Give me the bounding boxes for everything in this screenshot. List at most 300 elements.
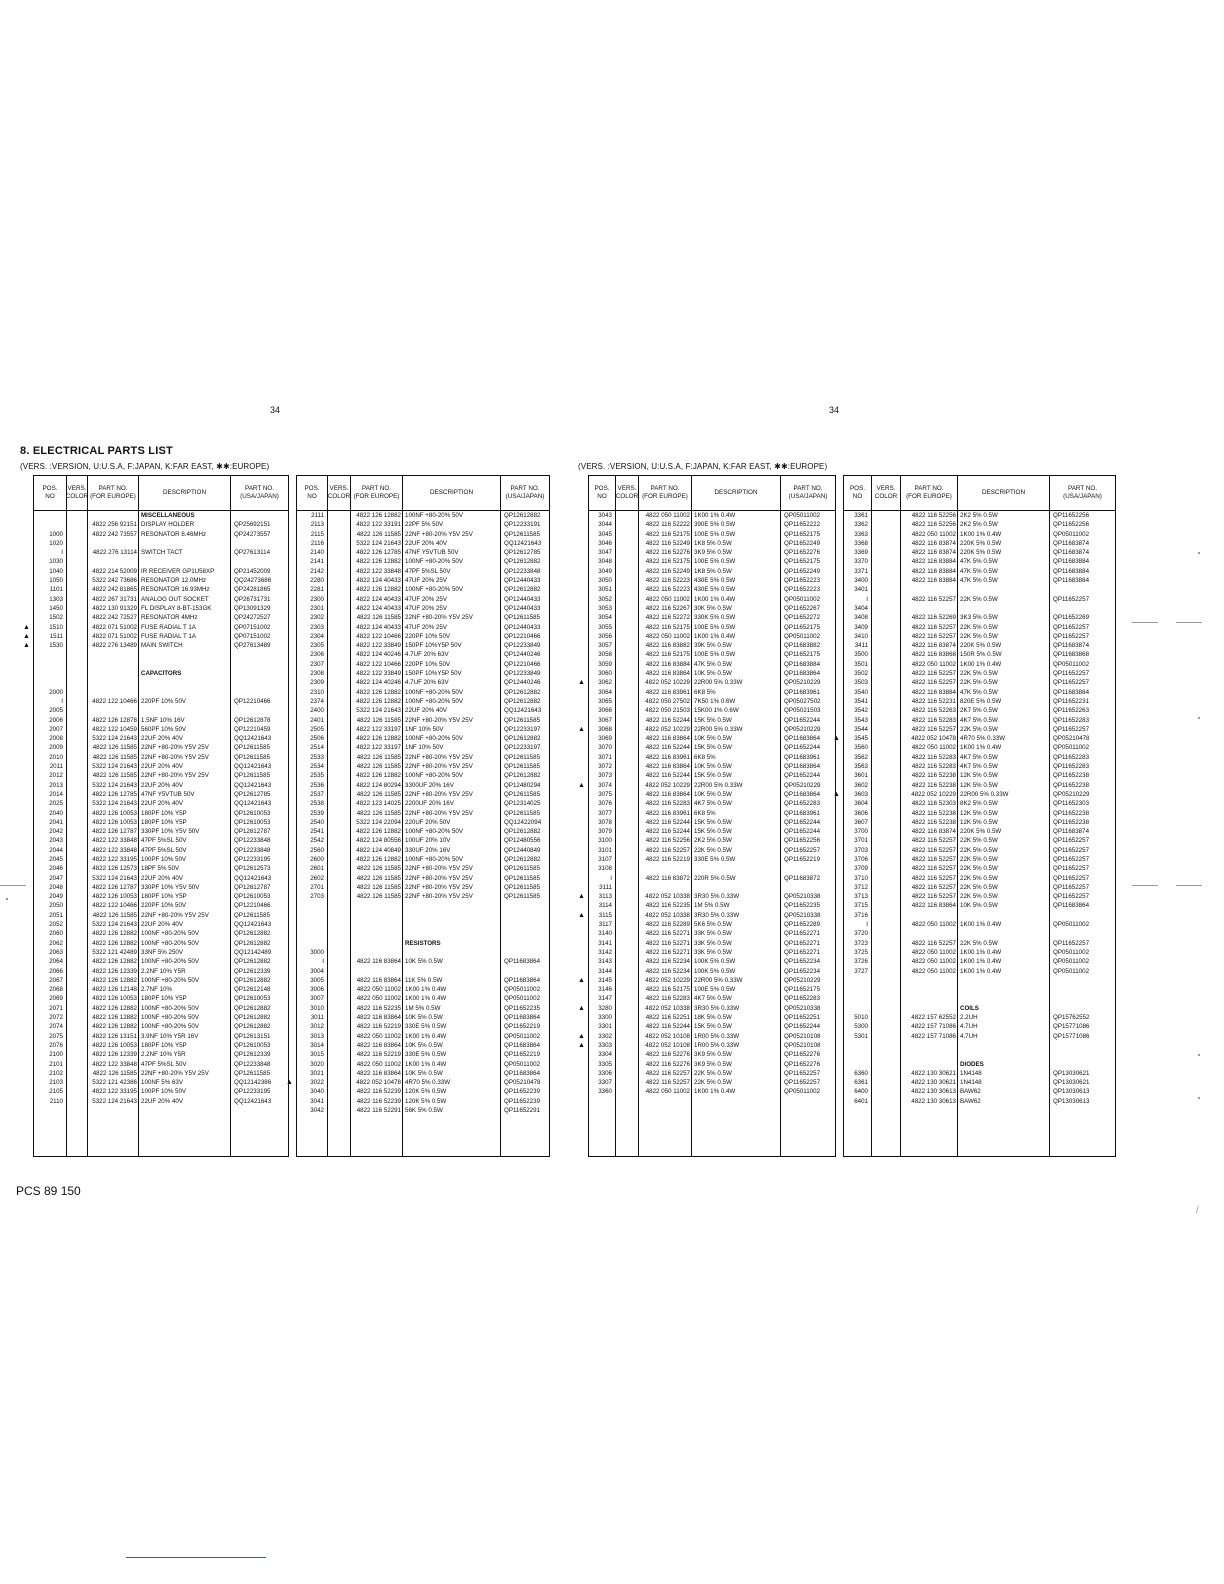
column-divider xyxy=(780,511,781,1156)
cell-us: QP26731731 xyxy=(234,595,271,603)
cell-us: QP11652222 xyxy=(784,521,821,529)
cell-eu: 4822 126 12882 xyxy=(92,930,137,938)
cell-pos: 2013 xyxy=(49,781,63,789)
cell-us: QP12612882 xyxy=(504,855,541,863)
cell-desc: 100NF +80-20% 50V xyxy=(141,930,199,938)
cell-us: QP11652291 xyxy=(504,1107,541,1114)
cell-pos: 2142 xyxy=(310,567,324,575)
cell-pos: 3700 xyxy=(854,828,868,836)
cell-us: QP12612882 xyxy=(234,1014,271,1022)
cell-pos xyxy=(297,929,328,938)
table-row xyxy=(297,790,549,799)
cell-eu: 4822 116 83864 xyxy=(356,1041,401,1049)
cell-eu xyxy=(88,706,139,715)
cell-vers xyxy=(616,716,639,725)
cell-pos: 2560 xyxy=(310,846,324,854)
cell-desc: 1NF 10% 50V xyxy=(405,725,444,733)
column-divider xyxy=(350,511,351,1156)
table-row xyxy=(34,836,288,845)
table-row xyxy=(297,985,549,994)
table-row xyxy=(844,539,1115,548)
cell-pos: 2062 xyxy=(49,939,63,947)
cell-pos: 2602 xyxy=(310,874,324,882)
cell-desc: 3R30 5% 0.33W xyxy=(694,893,740,901)
cell-desc: 1K00 1% 0.4W xyxy=(960,660,1002,668)
table-row xyxy=(844,1032,1115,1041)
column-divider xyxy=(638,511,639,1156)
cell-vers xyxy=(328,595,351,604)
table-row xyxy=(34,697,288,706)
cell-us: QP11652257 xyxy=(784,846,821,854)
cell-eu: 4822 124 40433 xyxy=(356,595,401,603)
column-divider xyxy=(402,511,403,1156)
cell-pos-text: 3022 xyxy=(310,1079,324,1087)
cell-desc: 1K00 1% 0.4W xyxy=(694,512,736,519)
cell-pos: 2060 xyxy=(49,930,63,938)
cell-us: QP12440433 xyxy=(504,577,541,585)
table-row xyxy=(34,976,288,985)
cell-vers xyxy=(616,1069,639,1078)
cell-pos: 3606 xyxy=(854,809,868,817)
cell-eu: 4822 116 52257 xyxy=(911,865,956,873)
cell-pos: 3075 xyxy=(598,790,612,798)
cell-eu: 4822 116 52234 xyxy=(645,958,690,966)
cell-vers xyxy=(872,1032,901,1041)
cell-desc: 390E 5% 0.5W xyxy=(694,521,736,529)
table-row xyxy=(34,967,288,976)
cell-us: QP12612878 xyxy=(234,716,271,724)
table-row xyxy=(844,511,1115,520)
cell-vers xyxy=(872,901,901,910)
cell-us: QQ12421643 xyxy=(234,781,272,789)
cell-pos: 3301 xyxy=(598,1023,612,1031)
cell-pos: 3048 xyxy=(598,558,612,566)
cell-vers xyxy=(67,650,88,659)
cell-eu: 5322 124 21643 xyxy=(92,874,137,882)
cell-desc: 22NF +80-20% Y5V 25V xyxy=(405,883,473,891)
cell-vers xyxy=(616,901,639,910)
cell-desc: 1K00 1% 0.4W xyxy=(405,995,447,1003)
cell-eu xyxy=(901,911,958,920)
cell-desc: 22UF 20% 40V xyxy=(141,874,183,882)
cell-us: QP12314025 xyxy=(504,800,541,808)
cell-us: QP11683864 xyxy=(504,1069,541,1077)
cell-us: QP12612573 xyxy=(234,865,271,873)
cell-us: QP12610053 xyxy=(234,809,271,817)
cell-vers xyxy=(328,901,351,910)
cell-eu: 4822 126 12787 xyxy=(92,883,137,891)
legend-right: (VERS. :VERSION, U:U.S.A, F:JAPAN, K:FAR EAST, ✱✱:EUROPE) xyxy=(578,462,828,471)
cell-vers xyxy=(67,985,88,994)
cell-desc: 2.2NF 10% Y5R xyxy=(141,967,186,975)
cell-desc: 330K 5% 0.5W xyxy=(694,614,736,622)
cell-vers xyxy=(328,678,351,687)
cell-pos: 2071 xyxy=(49,1004,63,1012)
cell-pos: 2101 xyxy=(49,1060,63,1068)
cell-eu xyxy=(901,1050,958,1059)
cell-pos: 2306 xyxy=(310,651,324,659)
cell-pos: 2536 xyxy=(310,781,324,789)
cell-pos: 3066 xyxy=(598,707,612,715)
cell-vers xyxy=(67,1032,88,1041)
cell-desc: 3K9 5% 0.5W xyxy=(694,1051,732,1059)
cell-eu: 4822 116 52251 xyxy=(645,1014,690,1022)
cell-eu: 4822 116 52256 xyxy=(645,837,690,845)
safety-warning-icon: ▲ xyxy=(286,1079,293,1087)
cell-pos: 3540 xyxy=(854,688,868,696)
cell-desc: 22K 5% 0.5W xyxy=(694,1069,732,1077)
cell-vers xyxy=(872,809,901,818)
cell-desc: 7K50 1% 0.6W xyxy=(694,697,736,705)
cell-pos: 3503 xyxy=(854,679,868,687)
cell-eu: 4822 126 13151 xyxy=(92,1032,137,1040)
cell-desc: FL DISPLAY 8-BT-153GK xyxy=(141,604,212,612)
column-divider xyxy=(500,511,501,1156)
cell-us: QP12612882 xyxy=(234,958,271,966)
cell-vers xyxy=(328,613,351,622)
cell-us: QP11683884 xyxy=(784,660,821,668)
cell-vers xyxy=(872,1097,901,1106)
cell-us xyxy=(501,939,549,948)
table-row xyxy=(844,557,1115,566)
cell-desc: 4.7UH xyxy=(960,1023,978,1031)
cell-eu: 4822 130 30613 xyxy=(911,1088,956,1096)
cell-desc: 22UF 20% 40V xyxy=(405,539,447,547)
cell-eu: 4822 122 10466 xyxy=(92,902,137,910)
cell-pos: 3067 xyxy=(598,716,612,724)
table-row xyxy=(844,1097,1115,1106)
cell-eu: 4822 126 11585 xyxy=(356,809,401,817)
cell-eu: 4822 116 83884 xyxy=(911,577,956,585)
cell-eu: 5322 124 21643 xyxy=(92,781,137,789)
cell-pos-text: 3302 xyxy=(598,1032,612,1040)
cell-desc: 180PF 10% Y5P xyxy=(141,818,187,826)
cell-pos: 3562 xyxy=(854,753,868,761)
cell-eu: 4822 116 83864 xyxy=(645,763,690,771)
table-row xyxy=(297,641,549,650)
cell-pos: 1000 xyxy=(49,530,63,538)
table-row xyxy=(297,539,549,548)
table-row xyxy=(589,929,835,938)
cell-desc: 4R70 5% 0.33W xyxy=(960,735,1006,743)
cell-eu: 4822 116 52257 xyxy=(911,837,956,845)
cell-us: QP11652256 xyxy=(1053,512,1090,519)
cell-us: QP05011002 xyxy=(1053,744,1090,752)
cell-us: QP13030621 xyxy=(1053,1069,1090,1077)
table-row xyxy=(297,567,549,576)
cell-eu: 4822 116 52219 xyxy=(356,1051,401,1059)
cell-pos: 2063 xyxy=(49,948,63,956)
cell-eu: 5322 124 21643 xyxy=(92,921,137,929)
cell-eu: 4822 126 11585 xyxy=(356,893,401,901)
cell-pos: 3051 xyxy=(598,586,612,594)
cell-desc: 4K7 5% 0.5W xyxy=(694,995,732,1003)
cell-desc: 220PF 10% 50V xyxy=(141,697,187,705)
table-row xyxy=(589,753,835,762)
cell-vers xyxy=(328,1060,351,1069)
cell-pos-text: 3603 xyxy=(854,790,868,798)
table-row xyxy=(297,771,549,780)
cell-us: QP11652257 xyxy=(1053,939,1090,947)
cell-pos: 2045 xyxy=(49,855,63,863)
cell-pos: 3360 xyxy=(598,1088,612,1096)
table-row xyxy=(34,613,288,622)
safety-warning-icon: ▲ xyxy=(578,1004,585,1012)
cell-desc: 12K 5% 0.5W xyxy=(960,809,998,817)
cell-eu: 4822 126 12882 xyxy=(356,688,401,696)
cell-pos: 3065 xyxy=(598,697,612,705)
cell-pos: 2064 xyxy=(49,958,63,966)
cell-desc: 1M 5% 0.5W xyxy=(405,1004,441,1012)
table-row xyxy=(34,1004,288,1013)
cell-vers xyxy=(67,1097,88,1106)
cell-pos: 1030 xyxy=(49,558,63,566)
cell-us: QP11652219 xyxy=(504,1051,541,1059)
cell-desc xyxy=(958,911,1050,920)
cell-us: QP11652272 xyxy=(784,614,821,622)
cell-desc: 33K 5% 0.5W xyxy=(694,948,732,956)
cell-eu xyxy=(901,1060,958,1069)
margin-dot xyxy=(1198,717,1200,719)
cell-us xyxy=(1050,994,1115,1003)
cell-pos: 3071 xyxy=(598,753,612,761)
cell-desc: 22K 5% 0.5W xyxy=(960,595,998,603)
column-divider xyxy=(900,511,901,1156)
cell-vers xyxy=(872,855,901,864)
page-number-right: 34 xyxy=(829,405,840,415)
table-row xyxy=(297,762,549,771)
table-row xyxy=(844,576,1115,585)
legend-left: (VERS. :VERSION, U:U.S.A, F:JAPAN, K:FAR EAST, ✱✱:EUROPE) xyxy=(20,462,270,471)
safety-warning-icon: ▲ xyxy=(578,1041,585,1049)
cell-vers xyxy=(67,1022,88,1031)
cell-pos: 3040 xyxy=(310,1088,324,1096)
cell-eu: 4822 052 10108 xyxy=(645,1041,690,1049)
cell-desc: CAPACITORS xyxy=(141,670,182,678)
cell-desc: 56K 5% 0.5W xyxy=(405,1107,443,1114)
table-row xyxy=(589,604,835,613)
cell-pos: 2006 xyxy=(49,716,63,724)
cell-eu: 4822 126 11585 xyxy=(356,790,401,798)
cell-us: QP27613489 xyxy=(234,642,271,650)
cell-us: QP11652257 xyxy=(1053,679,1090,687)
cell-vers xyxy=(328,985,351,994)
cell-desc: 220K 5% 0.5W xyxy=(960,539,1002,547)
cell-vers xyxy=(67,864,88,873)
cell-pos: 3604 xyxy=(854,800,868,808)
cell-eu xyxy=(88,688,139,697)
cell-us: QP07151002 xyxy=(234,623,271,631)
cell-eu: 4822 116 52257 xyxy=(911,855,956,863)
cell-eu: 4822 126 12882 xyxy=(356,697,401,705)
table-row xyxy=(297,650,549,659)
table-row xyxy=(844,781,1115,790)
cell-vers xyxy=(67,1004,88,1013)
cell-vers xyxy=(67,1041,88,1050)
cell-desc: 1K00 1% 0.4W xyxy=(405,1060,447,1068)
cell-eu: 4822 116 52249 xyxy=(645,539,690,547)
cell-eu: 4822 123 14025 xyxy=(356,800,401,808)
cell-us: QP12610053 xyxy=(234,893,271,901)
table-row xyxy=(34,864,288,873)
cell-pos: 2140 xyxy=(310,549,324,557)
cell-eu: 4822 116 52244 xyxy=(645,744,690,752)
cell-eu: 4822 124 40433 xyxy=(356,604,401,612)
cell-vers xyxy=(616,623,639,632)
cell-us: QP11652223 xyxy=(784,586,821,594)
table-row xyxy=(589,520,835,529)
table-row xyxy=(589,901,835,910)
cell-pos: 3049 xyxy=(598,567,612,575)
cell-eu: 4822 122 33848 xyxy=(92,846,137,854)
table-row xyxy=(297,864,549,873)
cell-us xyxy=(501,929,549,938)
cell-pos: 3000 xyxy=(310,948,324,956)
cell-us: QP12233848 xyxy=(234,837,271,845)
cell-eu: 4822 116 83864 xyxy=(356,1069,401,1077)
cell-vers xyxy=(872,957,901,966)
cell-desc: 33K 5% 0.5W xyxy=(694,930,732,938)
table-row xyxy=(578,1041,835,1050)
cell-desc: MAIN SWITCH xyxy=(141,642,183,650)
cell-vers xyxy=(328,1069,351,1078)
cell-us: QP05210229 xyxy=(784,976,821,984)
cell-us: QP11683884 xyxy=(1053,558,1090,566)
cell-pos: 2701 xyxy=(310,883,324,891)
cell-vers xyxy=(67,548,88,557)
table-row xyxy=(34,595,288,604)
cell-us: QP12612882 xyxy=(234,930,271,938)
cell-vers xyxy=(616,846,639,855)
cell-pos-text: 3068 xyxy=(598,725,612,733)
cell-desc: 22UF 20% 40V xyxy=(141,800,183,808)
table-row xyxy=(844,771,1115,780)
cell-eu: 4822 126 12787 xyxy=(92,828,137,836)
cell-us xyxy=(501,920,549,929)
cell-us: QP12611585 xyxy=(234,1069,271,1077)
cell-desc: 22K 5% 0.5W xyxy=(960,725,998,733)
cell-desc: 47NF Y5VTUB 50V xyxy=(141,790,195,798)
cell-us: QP11652257 xyxy=(1053,670,1090,678)
cell-vers xyxy=(328,641,351,650)
cell-desc: 1R00 5% 0.33W xyxy=(694,1041,740,1049)
cell-vers xyxy=(328,511,351,520)
cell-pos: 2310 xyxy=(310,688,324,696)
cell-pos: 2051 xyxy=(49,911,63,919)
cell-vers xyxy=(67,530,88,539)
cell-eu: 4822 116 52219 xyxy=(645,855,690,863)
cell-desc: 100E 5% 0.5W xyxy=(694,530,736,538)
cell-pos: 3054 xyxy=(598,614,612,622)
cell-vers xyxy=(616,678,639,687)
cell-us: QP12612882 xyxy=(504,697,541,705)
cell-eu: 4822 122 33848 xyxy=(92,1060,137,1068)
cell-vers xyxy=(67,818,88,827)
cell-us xyxy=(231,678,288,687)
cell-pos: 3055 xyxy=(598,623,612,631)
cell-desc: 11K 5% 0.5W xyxy=(405,976,443,984)
cell-pos: 2302 xyxy=(310,614,324,622)
cell-eu: 4822 126 11585 xyxy=(356,874,401,882)
cell-vers xyxy=(616,1078,639,1087)
cell-eu: 4822 116 52257 xyxy=(911,679,956,687)
margin-dot xyxy=(6,898,8,900)
cell-pos: 2538 xyxy=(310,800,324,808)
cell-pos: 2075 xyxy=(49,1032,63,1040)
cell-vers xyxy=(328,1097,351,1106)
cell-desc: 22K 5% 0.5W xyxy=(960,865,998,873)
table-row xyxy=(34,520,288,529)
cell-eu: 4822 050 11002 xyxy=(911,958,956,966)
cell-desc: 1NF 10% 50V xyxy=(405,744,444,752)
table-row xyxy=(34,1060,288,1069)
cell-desc: 15K00 1% 0.6W xyxy=(694,707,739,715)
cell-vers xyxy=(328,957,351,966)
cell-vers xyxy=(67,706,88,715)
safety-warning-icon: ▲ xyxy=(833,790,840,798)
cell-vers xyxy=(328,753,351,762)
cell-pos: 3069 xyxy=(598,735,612,743)
cell-eu xyxy=(88,660,139,669)
header-us: PART NO. (USA/JAPAN) xyxy=(1063,485,1102,500)
cell-vers xyxy=(872,585,901,594)
cell-pos: 1101 xyxy=(49,586,63,594)
cell-eu: 4822 126 10053 xyxy=(92,809,137,817)
cell-eu: 4822 122 33848 xyxy=(356,567,401,575)
table-row xyxy=(297,920,549,929)
cell-us: QP12612148 xyxy=(234,986,271,994)
table-row xyxy=(589,623,835,632)
cell-pos: 3370 xyxy=(854,558,868,566)
cell-vers xyxy=(872,799,901,808)
cell-eu: 4822 116 52303 xyxy=(911,800,956,808)
cell-desc: 1K00 1% 0.4W xyxy=(694,595,736,603)
cell-us xyxy=(231,511,288,520)
cell-us: QP12440433 xyxy=(504,604,541,612)
cell-pos-text: 1530 xyxy=(49,642,63,650)
cell-us: QP11683864 xyxy=(784,763,821,771)
table-row xyxy=(297,753,549,762)
cell-desc: 22NF +80-20% Y5V 25V xyxy=(405,753,473,761)
table-row xyxy=(297,725,549,734)
cell-pos: 3709 xyxy=(854,865,868,873)
cell-desc: 100NF 5% 63V xyxy=(141,1079,183,1087)
cell-us: QP05011002 xyxy=(784,1088,821,1096)
cell-eu: 4822 116 52257 xyxy=(911,632,956,640)
table-row xyxy=(844,697,1115,706)
table-row xyxy=(589,530,835,539)
cell-us: QQ12421643 xyxy=(234,735,272,743)
cell-vers xyxy=(616,976,639,985)
cell-us: QP05210338 xyxy=(784,893,821,901)
cell-eu: 4822 116 52175 xyxy=(645,651,690,659)
table-row xyxy=(297,585,549,594)
cell-desc xyxy=(403,948,501,957)
cell-us: QP11652175 xyxy=(784,623,821,631)
cell-vers xyxy=(872,1060,901,1069)
cell-pos: 3056 xyxy=(598,632,612,640)
cell-us xyxy=(1050,1060,1115,1069)
cell-desc: 3300UF 20% 16V xyxy=(405,781,454,789)
table-row xyxy=(844,883,1115,892)
cell-vers xyxy=(616,1060,639,1069)
cell-us xyxy=(1050,604,1115,613)
cell-eu: 4822 052 10229 xyxy=(645,976,690,984)
cell-desc: 6K8 5% xyxy=(694,688,716,696)
table-row xyxy=(844,1041,1115,1050)
cell-vers xyxy=(67,576,88,585)
table-row xyxy=(34,911,288,920)
